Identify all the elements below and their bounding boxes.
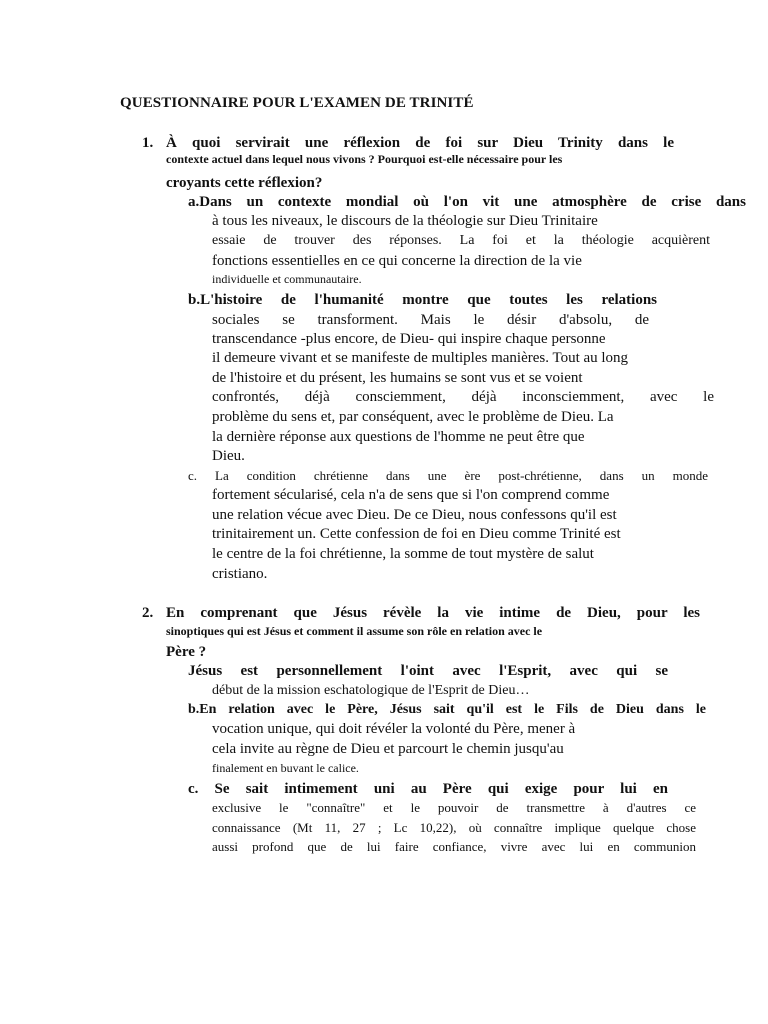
- answer-2c-line-1: c. Se sait intimement uni au Père qui exige pour lui en: [188, 781, 668, 797]
- answer-2a-line-1: Jésus est personnellement l'oint avec l'Esprit, avec qui se: [188, 663, 668, 679]
- answer-1b-line-3: transcendance -plus encore, de Dieu- qui inspire chaque personne: [212, 331, 606, 347]
- question-2-line-3: Père ?: [166, 644, 207, 660]
- question-2-line-2: sinoptiques qui est Jésus et comment il assume son rôle en relation avec le: [166, 624, 543, 638]
- answer-1b-line-7: problème du sens et, par conséquent, avec le problème de Dieu. La: [212, 409, 614, 425]
- answer-1a-line-1: a.Dans un contexte mondial où l'on vit une atmosphère de crise dans: [188, 194, 746, 210]
- answer-2c-line-2: exclusive le "connaître" et le pouvoir de transmettre à d'autres ce: [212, 800, 696, 815]
- question-1-line-2: contexte actuel dans lequel nous vivons ? Pourquoi est-elle nécessaire pour les: [166, 152, 563, 166]
- answer-1a-line-3: essaie de trouver des réponses. La foi et la théologie acquièrent: [212, 233, 710, 248]
- question-1-line-3: croyants cette réflexion?: [166, 175, 323, 191]
- answer-1b-line-8: la dernière réponse aux questions de l'homme ne peut être que: [212, 429, 585, 445]
- answer-2b-line-2: vocation unique, qui doit révéler la volonté du Père, mener à: [212, 721, 576, 737]
- answer-2c-line-3: connaissance (Mt 11, 27 ; Lc 10,22), où connaître implique quelque chose: [212, 820, 696, 835]
- answer-2a-line-2: début de la mission eschatologique de l'Esprit de Dieu…: [212, 683, 530, 698]
- answer-1c-line-4: trinitairement un. Cette confession de foi en Dieu comme Trinité est: [212, 526, 621, 542]
- answer-1a-line-5: individuelle et communautaire.: [212, 272, 362, 286]
- answer-1b-line-5: de l'histoire et du présent, les humains se sont vus et se voient: [212, 370, 583, 386]
- answer-2b-line-1: b.En relation avec le Père, Jésus sait qu'il est le Fils de Dieu dans le: [188, 702, 706, 717]
- answer-1c-line-1: c. La condition chrétienne dans une ère post-chrétienne, dans un monde: [188, 468, 708, 483]
- answer-1b-line-2: sociales se transforment. Mais le désir d'absolu, de: [212, 312, 649, 328]
- answer-1b-line-9: Dieu.: [212, 448, 245, 464]
- page-title: QUESTIONNAIRE POUR L'EXAMEN DE TRINITÉ: [120, 95, 474, 111]
- answer-1c-line-6: cristiano.: [212, 566, 268, 582]
- answer-1c-line-5: le centre de la foi chrétienne, la somme de tout mystère de salut: [212, 546, 594, 562]
- answer-1a-line-2: à tous les niveaux, le discours de la théologie sur Dieu Trinitaire: [212, 213, 598, 229]
- answer-1b-line-1: b.L'histoire de l'humanité montre que toutes les relations: [188, 292, 657, 308]
- question-1-line-1: À quoi servirait une réflexion de foi sur Dieu Trinity dans le: [166, 135, 674, 151]
- answer-1a-line-4: fonctions essentielles en ce qui concerne la direction de la vie: [212, 253, 582, 269]
- answer-1b-line-4: il demeure vivant et se manifeste de multiples manières. Tout au long: [212, 350, 629, 366]
- question-1-number: 1.: [142, 135, 154, 151]
- question-2-number: 2.: [142, 605, 154, 621]
- answer-1c-line-3: une relation vécue avec Dieu. De ce Dieu, nous confessons qu'il est: [212, 507, 617, 523]
- answer-1b-line-6: confrontés, déjà consciemment, déjà inconsciemment, avec le: [212, 389, 714, 405]
- question-2-line-1: En comprenant que Jésus révèle la vie intime de Dieu, pour les: [166, 605, 700, 621]
- answer-1c-line-2: fortement sécularisé, cela n'a de sens que si l'on comprend comme: [212, 487, 610, 503]
- answer-2b-line-3: cela invite au règne de Dieu et parcourt le chemin jusqu'au: [212, 741, 564, 757]
- answer-2b-line-4: finalement en buvant le calice.: [212, 761, 359, 775]
- answer-2c-line-4: aussi profond que de lui faire confiance, vivre avec lui en communion: [212, 839, 696, 854]
